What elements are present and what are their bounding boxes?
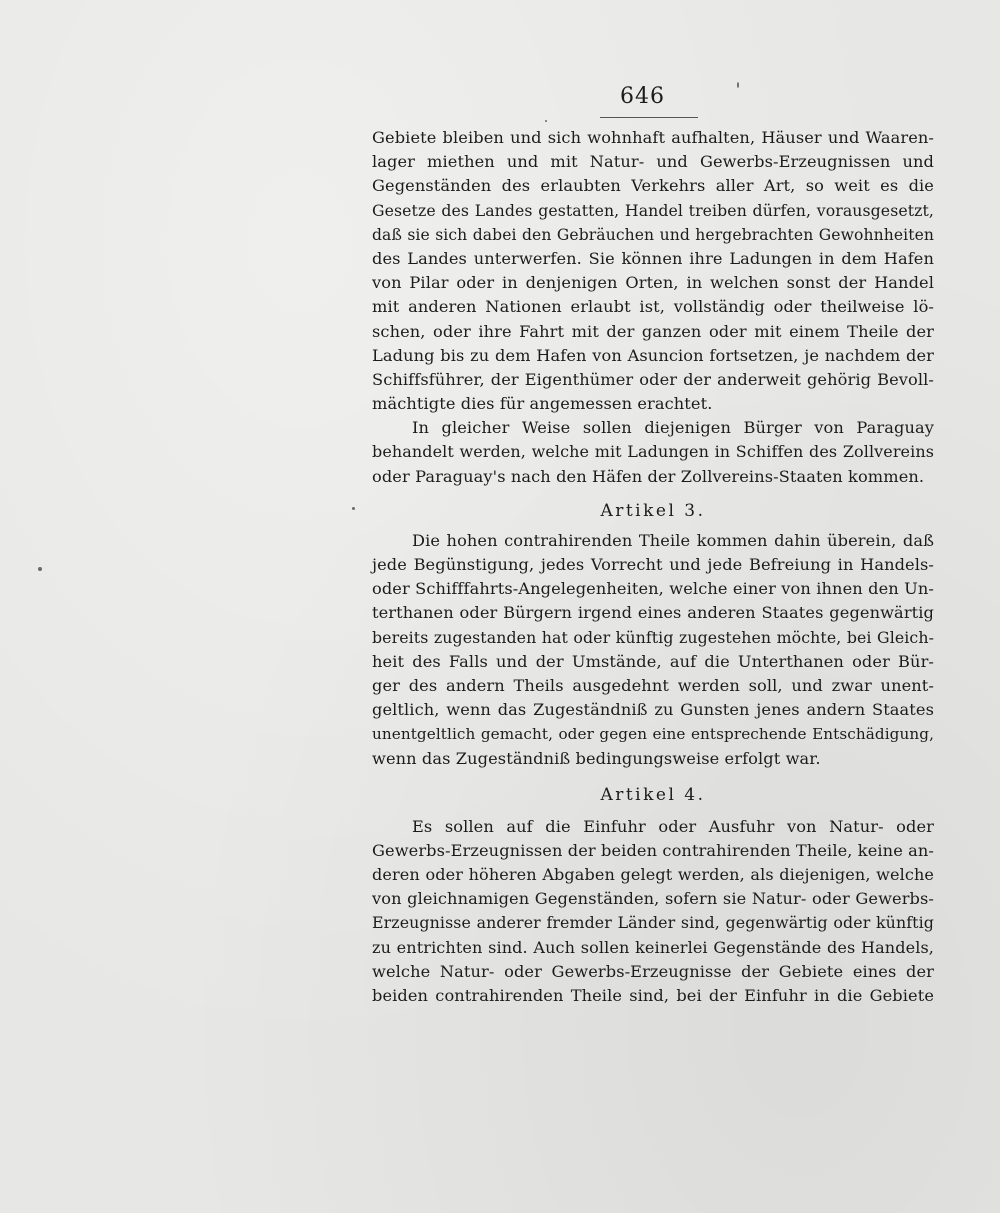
text-line: Gewerbs-Erzeugnissen der beiden contrahirenden Theile, keine an- bbox=[372, 840, 934, 860]
text-line: zu entrichten sind. Auch sollen keinerlei Gegenstände des Handels, bbox=[372, 937, 934, 957]
text-line: mit anderen Nationen erlaubt ist, vollständig oder theilweise lö- bbox=[372, 297, 934, 317]
text-line: In gleicher Weise sollen diejenigen Bürger von Paraguay bbox=[412, 418, 934, 438]
text-line: des Landes unterwerfen. Sie können ihre Ladungen in dem Hafen bbox=[372, 248, 934, 268]
text-line: terthanen oder Bürgern irgend eines anderen Staates gegenwärtig bbox=[372, 603, 934, 623]
page-number: 646 bbox=[620, 84, 665, 109]
text-column bbox=[372, 126, 934, 1008]
text-line: mächtigte dies für angemessen erachtet. bbox=[372, 394, 713, 414]
text-line: Schiffsführer, der Eigenthümer oder der anderweit gehörig Bevoll- bbox=[372, 369, 934, 389]
text-line: heit des Falls und der Umstände, auf die Unterthanen oder Bür- bbox=[372, 651, 934, 671]
article-3-heading: Artikel 3. bbox=[600, 500, 706, 521]
text-line: von Pilar oder in denjenigen Orten, in welchen sonst der Handel bbox=[372, 273, 934, 293]
text-line: Ladung bis zu dem Hafen von Asuncion fortsetzen, je nachdem der bbox=[372, 345, 934, 365]
scan-speck bbox=[352, 507, 355, 510]
text-line: oder Paraguay's nach den Häfen der Zollvereins-Staaten kommen. bbox=[372, 466, 925, 486]
text-line: welche Natur- oder Gewerbs-Erzeugnisse der Gebiete eines der bbox=[372, 961, 934, 981]
text-line: behandelt werden, welche mit Ladungen in Schiffen des Zollvereins bbox=[372, 442, 934, 462]
text-line: Gebiete bleiben und sich wohnhaft aufhalten, Häuser und Waaren- bbox=[372, 128, 934, 147]
text-line: Erzeugnisse anderer fremder Länder sind, gegenwärtig oder künftig bbox=[372, 913, 934, 933]
article-4-heading: Artikel 4. bbox=[600, 784, 706, 805]
scan-speck bbox=[737, 82, 739, 88]
text-line: von gleichnamigen Gegenständen, sofern sie Natur- oder Gewerbs- bbox=[372, 889, 934, 909]
text-line: unentgeltlich gemacht, oder gegen eine entsprechende Entschädigung, bbox=[372, 725, 934, 744]
text-line: jede Begünstigung, jedes Vorrecht und jede Befreiung in Handels- bbox=[372, 555, 934, 574]
paragraph-continuation bbox=[372, 126, 934, 416]
scan-speck bbox=[38, 567, 42, 571]
text-line: Es sollen auf die Einfuhr oder Ausfuhr von Natur- oder bbox=[412, 816, 934, 836]
text-line: schen, oder ihre Fahrt mit der ganzen oder mit einem Theile der bbox=[372, 321, 934, 341]
text-line: deren oder höheren Abgaben gelegt werden, als diejenigen, welche bbox=[372, 865, 934, 885]
paragraph-paraguay-citizens bbox=[372, 416, 934, 489]
text-line: lager miethen und mit Natur- und Gewerbs-Erzeugnissen und bbox=[372, 152, 934, 172]
page-number-rule bbox=[600, 117, 698, 118]
text-line: ger des andern Theils ausgedehnt werden soll, und zwar unent- bbox=[372, 675, 934, 695]
article-3-text bbox=[372, 529, 934, 771]
text-line: daß sie sich dabei den Gebräuchen und hergebrachten Gewohnheiten bbox=[372, 225, 934, 244]
scan-speck bbox=[545, 120, 547, 122]
text-line: bereits zugestanden hat oder künftig zugestehen möchte, bei Gleich- bbox=[372, 627, 934, 647]
text-line: oder Schifffahrts-Angelegenheiten, welche einer von ihnen den Un- bbox=[372, 579, 934, 599]
text-line: Gegenständen des erlaubten Verkehrs aller Art, so weit es die bbox=[372, 176, 934, 196]
article-4-text bbox=[372, 815, 934, 1009]
text-line: geltlich, wenn das Zugeständniß zu Gunsten jenes andern Staates bbox=[372, 700, 934, 720]
text-line: wenn das Zugeständniß bedingungsweise erfolgt war. bbox=[372, 748, 821, 768]
text-line: Gesetze des Landes gestatten, Handel treiben dürfen, vorausgesetzt, bbox=[372, 200, 934, 220]
text-line: Die hohen contrahirenden Theile kommen dahin überein, daß bbox=[412, 530, 934, 550]
text-line: beiden contrahirenden Theile sind, bei der Einfuhr in die Gebiete bbox=[372, 986, 934, 1005]
